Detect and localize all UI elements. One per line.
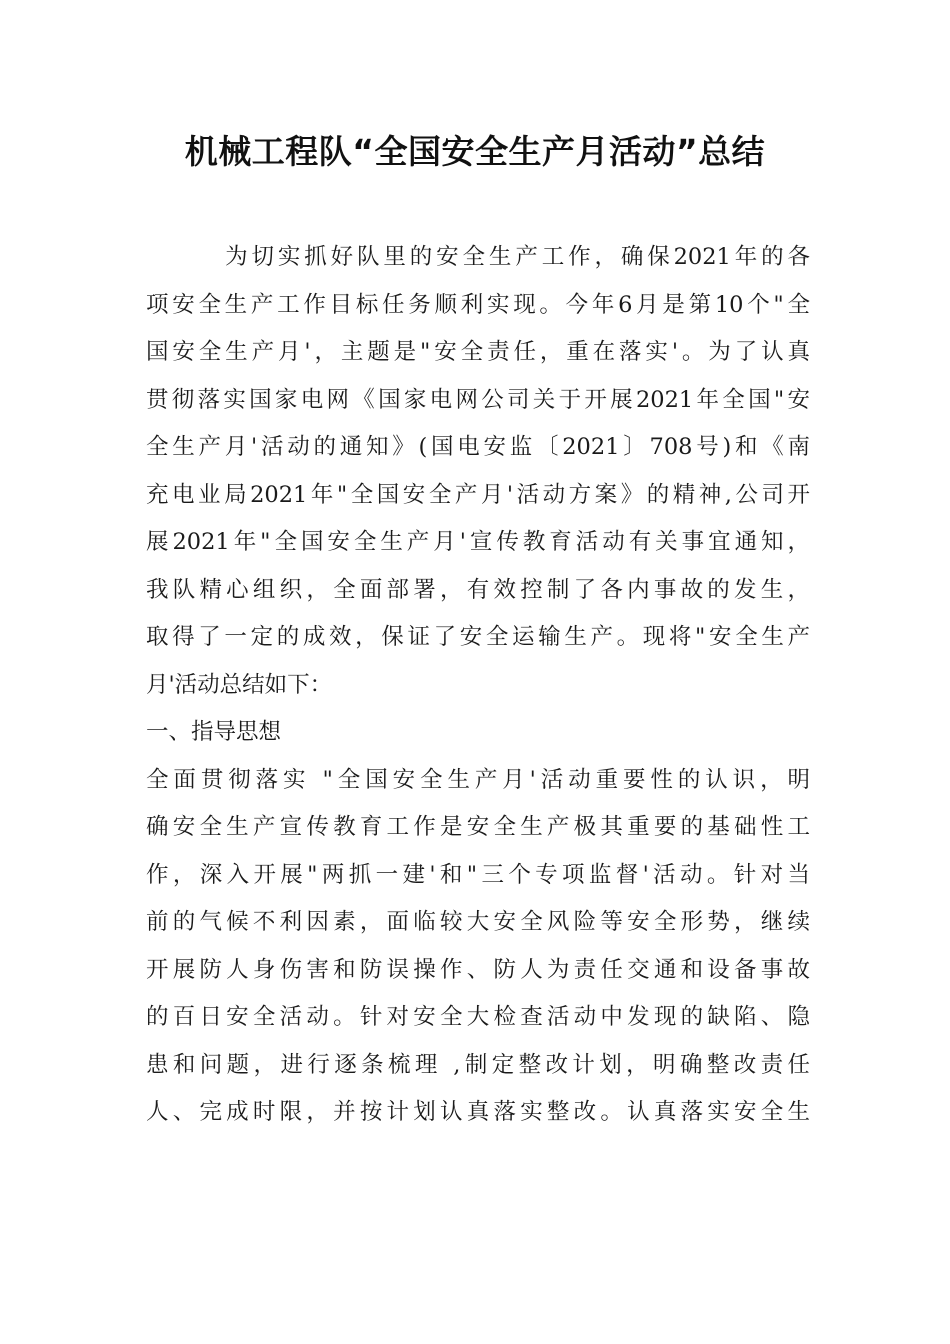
body-line: 充电业局2021年"全国安全产月'活动方案》的精神,公司开: [146, 481, 810, 508]
body-line: 项安全生产工作目标任务顺利实现。今年6月是第10个"全: [146, 291, 810, 318]
body-line: 国安全生产月'，主题是"安全责任，重在落实'。为了认真: [146, 339, 810, 365]
body-line: 取得了一定的成效，保证了安全运输生产。现将"安全生产: [146, 624, 810, 650]
body-line: 月'活动总结如下：: [146, 671, 333, 698]
body-line: 我队精心组织，全面部署，有效控制了各内事故的发生，: [146, 576, 810, 603]
body-line: 展2021年"全国安全生产月'宣传教育活动有关事宜通知，: [146, 529, 810, 555]
body-line: 全面贯彻落实 "全国安全生产月'活动重要性的认识，明: [146, 766, 810, 793]
body-line: 确安全生产宣传教育工作是安全生产极其重要的基础性工: [146, 814, 810, 840]
body-line: 前的气候不利因素，面临较大安全风险等安全形势，继续: [146, 909, 810, 935]
body-line: 作，深入开展"两抓一建'和"三个专项监督'活动。针对当: [146, 861, 810, 888]
body-line: 为切实抓好队里的安全生产工作，确保2021年的各: [146, 244, 810, 270]
document-body: [146, 234, 810, 1137]
body-line: 全生产月'活动的通知》(国电安监〔2021〕708号)和《南: [146, 434, 810, 460]
body-line: 患和问题，进行逐条梳理 ,制定整改计划，明确整改责任: [146, 1051, 810, 1078]
document-title: 机械工程队“全国安全生产月活动”总结: [184, 132, 766, 171]
body-line: 人、完成时限，并按计划认真落实整改。认真落实安全生: [146, 1099, 810, 1125]
body-line: 的百日安全活动。针对安全大检查活动中发现的缺陷、隐: [146, 1004, 810, 1030]
section-heading: 一、指导思想: [146, 719, 282, 745]
body-line: 开展防人身伤害和防误操作、防人为责任交通和设备事故: [146, 956, 810, 983]
body-line: 贯彻落实国家电网《国家电网公司关于开展2021年全国"安: [146, 386, 810, 413]
